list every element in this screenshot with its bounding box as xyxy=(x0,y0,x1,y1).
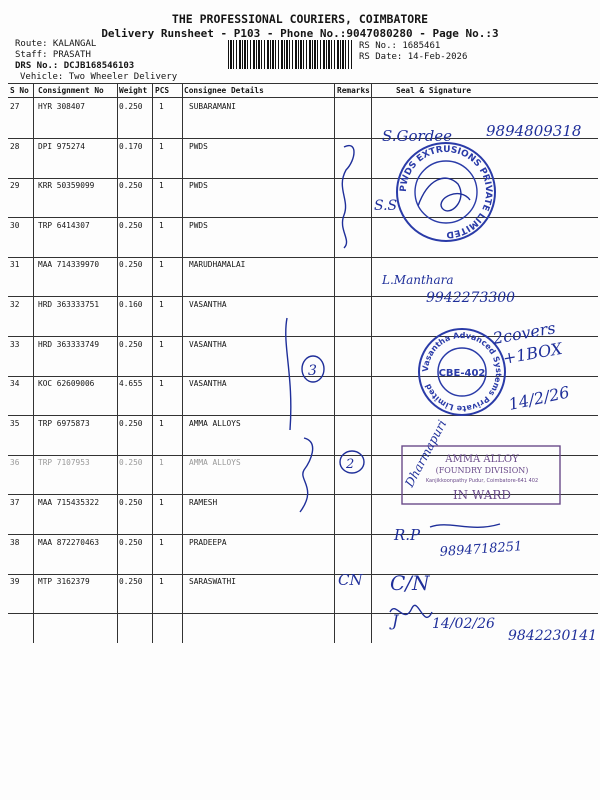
cell-sno: 31 xyxy=(10,260,20,269)
cell-pcs: 1 xyxy=(159,142,164,151)
table-row xyxy=(0,375,600,415)
cell-sno: 28 xyxy=(10,142,20,151)
cell-consignment: HYR 308407 xyxy=(38,102,85,111)
handwritten-remark-2: 2 xyxy=(346,457,355,472)
handwritten-phone-39: 9842230141 xyxy=(508,628,598,644)
cell-weight: 4.655 xyxy=(119,379,143,388)
cell-pcs: 1 xyxy=(159,181,164,190)
staff-label: Staff: PRASATH xyxy=(15,50,91,60)
cell-sno: 35 xyxy=(10,419,20,428)
cell-consignee: SARASWATHI xyxy=(189,577,236,586)
cell-sno: 29 xyxy=(10,181,20,190)
handwritten-signature-37: R.P xyxy=(394,526,421,544)
handwritten-remark-38: CN xyxy=(338,571,363,589)
cell-sno: 39 xyxy=(10,577,20,586)
route-label: Route: KALANGAL xyxy=(15,39,97,49)
vehicle-label: Vehicle: Two Wheeler Delivery xyxy=(20,72,178,82)
handwritten-signature-31: L.Manthara xyxy=(382,273,454,287)
col-header-consignee: Consignee Details xyxy=(184,86,264,95)
table-row xyxy=(0,415,600,455)
cell-sno: 27 xyxy=(10,102,20,111)
cell-pcs: 1 xyxy=(159,340,164,349)
table-row xyxy=(0,98,600,138)
runsheet-title: THE PROFESSIONAL COURIERS, COIMBATORE xyxy=(171,12,429,26)
cell-consignment: HRD 363333749 xyxy=(38,340,100,349)
handwritten-signature-35: Dharmapuri xyxy=(402,417,450,490)
table-row xyxy=(0,256,600,296)
handwritten-remark-3: 3 xyxy=(308,363,317,379)
cell-weight: 0.250 xyxy=(119,181,143,190)
table-row xyxy=(0,177,600,217)
cell-consignment: TRP 6975873 xyxy=(38,419,90,428)
cell-pcs: 1 xyxy=(159,419,164,428)
cell-pcs: 1 xyxy=(159,379,164,388)
drs-label: DRS No.: DCJB168546103 xyxy=(15,61,135,71)
cell-sno: 38 xyxy=(10,538,20,547)
cell-consignment: DPI 975274 xyxy=(38,142,85,151)
cell-consignee: RAMESH xyxy=(189,498,218,507)
table-row xyxy=(0,217,600,257)
cell-consignee: VASANTHA xyxy=(189,340,227,349)
cell-weight: 0.250 xyxy=(119,458,143,467)
cell-sno: 33 xyxy=(10,340,20,349)
table-row xyxy=(0,138,600,178)
cell-consignment: MAA 715435322 xyxy=(38,498,100,507)
table-top-border xyxy=(8,83,598,84)
handwritten-remark-box: +1BOX xyxy=(501,338,564,368)
col-header-consignment: Consignment No xyxy=(38,86,104,95)
cell-weight: 0.250 xyxy=(119,340,143,349)
handwritten-signature-39: J xyxy=(392,611,399,630)
handwritten-phone-31: 9942273300 xyxy=(426,290,516,306)
cell-sno: 34 xyxy=(10,379,20,388)
col-header-remarks: Remarks xyxy=(337,86,370,95)
cell-weight: 0.250 xyxy=(119,498,143,507)
cell-consignment: TRP 7107953 xyxy=(38,458,90,467)
cell-pcs: 1 xyxy=(159,577,164,586)
amma-stamp-line4: IN WARD xyxy=(452,488,512,502)
cell-consignment: KOC 62609006 xyxy=(38,379,95,388)
info-right xyxy=(359,41,467,63)
amma-stamp-line3: Kanjikkoonpathy Pudur, Coimbatore-641 402 xyxy=(425,478,539,484)
row-divider xyxy=(8,613,598,614)
barcode xyxy=(228,40,352,69)
handwritten-remark-covers: 2covers xyxy=(491,318,557,348)
cell-pcs: 1 xyxy=(159,538,164,547)
cell-pcs: 1 xyxy=(159,498,164,507)
table-row xyxy=(0,454,600,494)
vasantha-stamp-center: CBE-402 xyxy=(438,368,486,379)
cell-pcs: 1 xyxy=(159,260,164,269)
info-left xyxy=(15,39,177,83)
cell-sno: 32 xyxy=(10,300,20,309)
cell-consignee: AMMA ALLOYS xyxy=(189,458,241,467)
cell-sno: 36 xyxy=(10,458,20,467)
table-row xyxy=(0,296,600,336)
cell-consignment: MTP 3162379 xyxy=(38,577,90,586)
cell-weight: 0.250 xyxy=(119,260,143,269)
vasantha-stamp-ring-text: Vasantha Advanced Systems Private Limited xyxy=(420,330,504,414)
table-row xyxy=(0,494,600,534)
cell-weight: 0.250 xyxy=(119,102,143,111)
amma-stamp-line1: AMMA ALLOY xyxy=(445,454,519,465)
handwritten-phone-27: 9894809318 xyxy=(486,122,582,140)
col-header-pcs: PCS xyxy=(155,86,170,95)
cell-sno: 30 xyxy=(10,221,20,230)
cell-consignment: TRP 6414307 xyxy=(38,221,90,230)
rs-number: RS No.: 1685461 xyxy=(359,41,441,51)
cell-consignee: PWDS xyxy=(189,181,208,190)
cell-consignee: MARUDHAMALAI xyxy=(189,260,246,269)
cell-weight: 0.250 xyxy=(119,221,143,230)
runsheet-subtitle: Delivery Runsheet - P103 - Phone No.:9047080280 - Page No.:3 xyxy=(101,27,499,40)
table-row xyxy=(0,534,600,574)
amma-stamp-line2: (FOUNDRY DIVISION) xyxy=(435,466,529,475)
cell-weight: 0.170 xyxy=(119,142,143,151)
cell-consignee: PWDS xyxy=(189,142,208,151)
cell-consignee: VASANTHA xyxy=(189,379,227,388)
cell-weight: 0.160 xyxy=(119,300,143,309)
handwritten-cn-38: C/N xyxy=(390,571,430,595)
handwritten-date-39: 14/02/26 xyxy=(432,616,495,632)
handwritten-phone-37: 9894718251 xyxy=(439,539,523,560)
table-row xyxy=(0,573,600,613)
col-header-sno: S No xyxy=(10,86,29,95)
cell-pcs: 1 xyxy=(159,458,164,467)
cell-consignee: PRADEEPA xyxy=(189,538,227,547)
handwritten-remark-date: 14/2/26 xyxy=(506,382,572,414)
cell-weight: 0.250 xyxy=(119,419,143,428)
cell-consignment: MAA 872270463 xyxy=(38,538,100,547)
cell-consignee: SUBARAMANI xyxy=(189,102,236,111)
handwritten-signature-pwds: S.S xyxy=(374,198,398,214)
cell-consignment: MAA 714339970 xyxy=(38,260,100,269)
cell-consignee: AMMA ALLOYS xyxy=(189,419,241,428)
cell-sno: 37 xyxy=(10,498,20,507)
handwritten-signature-27: S.Gordee xyxy=(382,127,453,145)
cell-weight: 0.250 xyxy=(119,577,143,586)
cell-consignee: PWDS xyxy=(189,221,208,230)
cell-weight: 0.250 xyxy=(119,538,143,547)
col-header-seal-signature: Seal & Signature xyxy=(396,86,472,95)
col-header-weight: Weight xyxy=(119,86,148,95)
cell-consignment: KRR 50359099 xyxy=(38,181,95,190)
table-row xyxy=(0,336,600,376)
cell-consignment: HRD 363333751 xyxy=(38,300,100,309)
cell-consignee: VASANTHA xyxy=(189,300,227,309)
pwds-stamp-ring-text: PWDS EXTRUSIONS PRIVATE LIMITED xyxy=(398,144,494,240)
cell-pcs: 1 xyxy=(159,300,164,309)
rs-date: RS Date: 14-Feb-2026 xyxy=(359,52,468,62)
cell-pcs: 1 xyxy=(159,102,164,111)
cell-pcs: 1 xyxy=(159,221,164,230)
